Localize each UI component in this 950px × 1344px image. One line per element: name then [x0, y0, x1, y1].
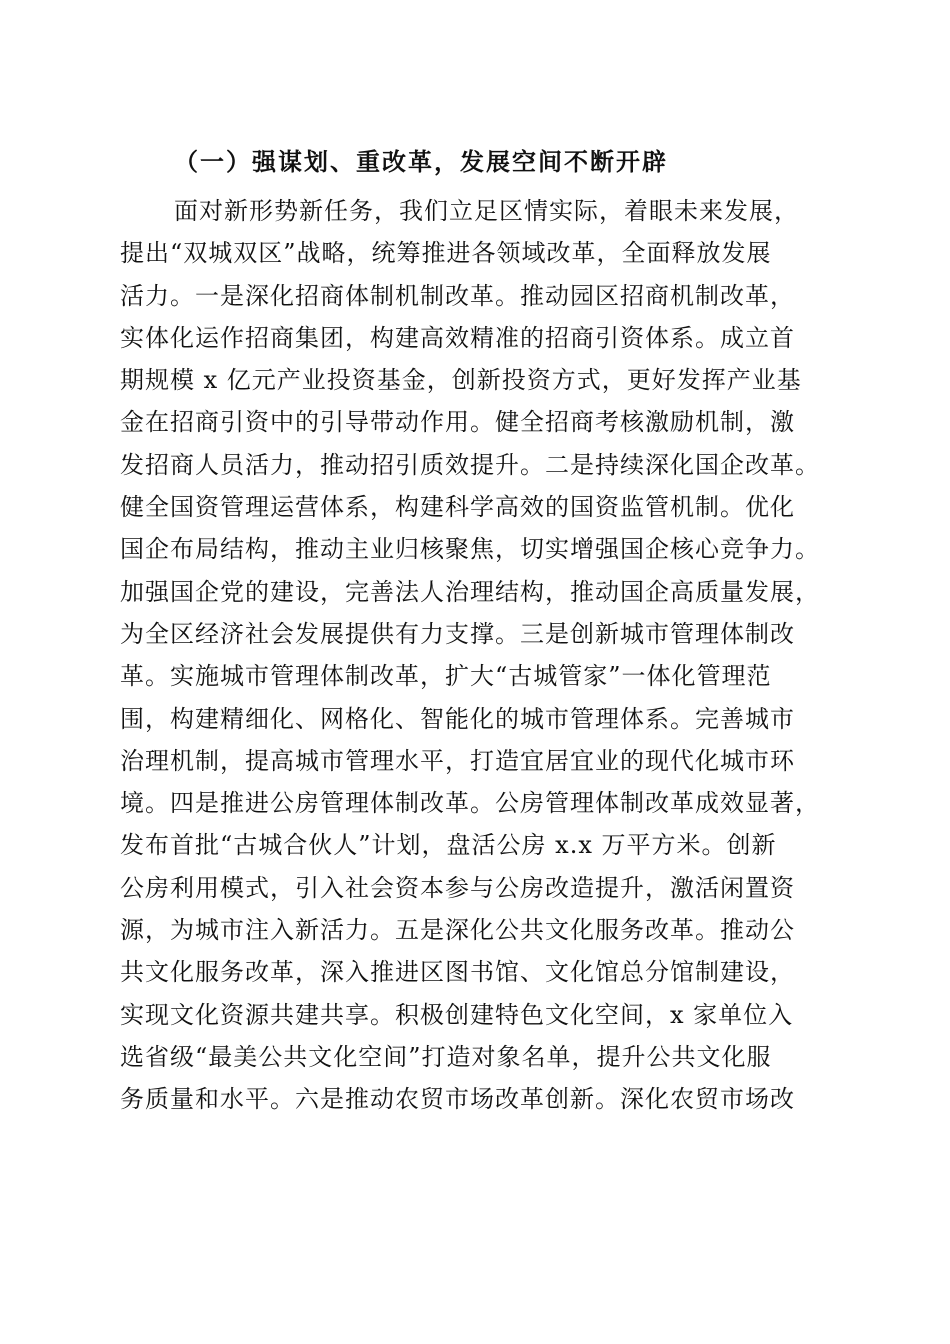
- text-line: 面对新形势新任务，我们立足区情实际，着眼未来发展，: [174, 197, 799, 225]
- text-line: 活力。一是深化招商体制机制改革。推动园区招商机制改革，: [120, 281, 795, 310]
- text-line: 源，为城市注入新活力。五是深化公共文化服务改革。推动公: [120, 916, 795, 945]
- text-line: 公房利用模式，引入社会资本参与公房改造提升，激活闲置资: [120, 873, 795, 902]
- text-line: 国企布局结构，推动主业归核聚焦，切实增强国企核心竞争力。: [120, 535, 820, 564]
- text-line: 提出“双城双区”战略，统筹推进各领域改革，全面释放发展: [120, 239, 772, 268]
- text-line: 为全区经济社会发展提供有力支撑。三是创新城市管理体制改: [120, 619, 795, 648]
- text-line: 实体化运作招商集团，构建高效精准的招商引资体系。成立首: [120, 323, 795, 352]
- text-line: 治理机制，提高城市管理水平，打造宜居宜业的现代化城市环: [120, 746, 795, 775]
- text-line: 共文化服务改革，深入推进区图书馆、文化馆总分馆制建设，: [120, 958, 795, 987]
- body-paragraph: [120, 190, 840, 1121]
- text-line: 加强国企党的建设，完善法人治理结构，推动国企高质量发展，: [120, 577, 820, 606]
- section-heading: （一）强谋划、重改革，发展空间不断开辟: [174, 147, 668, 176]
- text-line: 发招商人员活力，推动招引质效提升。二是持续深化国企改革。: [120, 450, 820, 479]
- text-line: 发布首批“古城合伙人”计划，盘活公房 x.x 万平方米。创新: [120, 831, 777, 860]
- text-line: 务质量和水平。六是推动农贸市场改革创新。深化农贸市场改: [120, 1085, 795, 1114]
- text-line: 革。实施城市管理体制改革，扩大“古城管家”一体化管理范: [120, 662, 772, 691]
- text-line: 选省级“最美公共文化空间”打造对象名单，提升公共文化服: [120, 1042, 772, 1071]
- text-line: 期规模 x 亿元产业投资基金，创新投资方式，更好发挥产业基: [120, 366, 802, 395]
- text-line: 健全国资管理运营体系，构建科学高效的国资监管机制。优化: [120, 493, 795, 522]
- text-line: 金在招商引资中的引导带动作用。健全招商考核激励机制，激: [120, 408, 795, 437]
- text-line: 围，构建精细化、网格化、智能化的城市管理体系。完善城市: [120, 704, 795, 733]
- text-line: 实现文化资源共建共享。积极创建特色文化空间，x 家单位入: [120, 1000, 794, 1029]
- text-line: 境。四是推进公房管理体制改革。公房管理体制改革成效显著，: [120, 789, 820, 818]
